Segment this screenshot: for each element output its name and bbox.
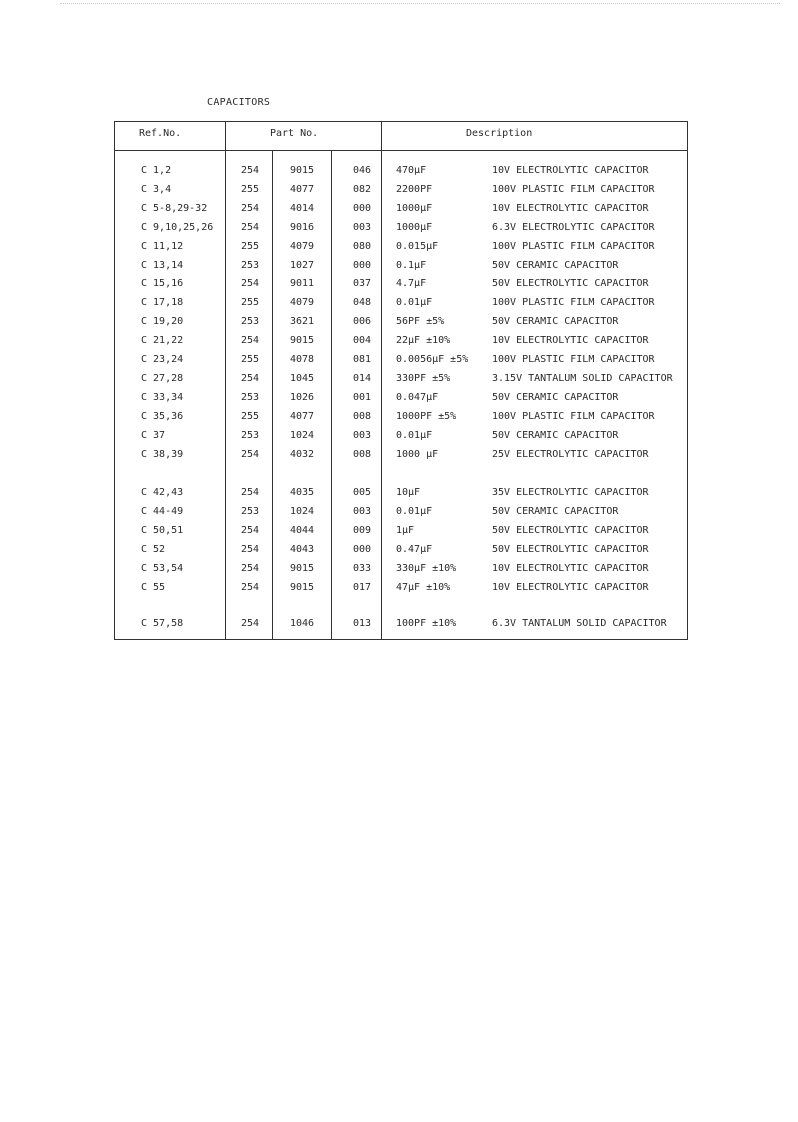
part-prefix-cell: 253 bbox=[241, 316, 260, 328]
part-prefix-cell: 255 bbox=[241, 354, 260, 365]
ref-cell: C 44-49 bbox=[141, 505, 184, 517]
ref-cell: C 33,34 bbox=[141, 391, 184, 403]
value-cell: 330PF ±5% bbox=[396, 372, 451, 384]
part-prefix-cell: 253 bbox=[241, 505, 260, 517]
table-row bbox=[0, 525, 798, 543]
part-number-cell: 4035 bbox=[290, 487, 315, 498]
value-cell: 1000µF bbox=[396, 221, 433, 233]
header-part-no: Part No. bbox=[270, 128, 319, 139]
part-number-cell: 4077 bbox=[290, 183, 315, 195]
part-suffix-cell: 033 bbox=[353, 562, 372, 574]
description-cell: 10V ELECTROLYTIC CAPACITOR bbox=[492, 202, 649, 214]
description-cell: 10V ELECTROLYTIC CAPACITOR bbox=[492, 581, 649, 593]
part-suffix-cell: 037 bbox=[353, 278, 372, 290]
description-cell: 25V ELECTROLYTIC CAPACITOR bbox=[492, 448, 649, 460]
part-number-cell: 9011 bbox=[290, 278, 315, 290]
value-cell: 1000µF bbox=[396, 202, 433, 214]
ref-cell: C 23,24 bbox=[141, 354, 184, 365]
ref-cell: C 5-8,29-32 bbox=[141, 202, 208, 214]
table-row bbox=[0, 582, 798, 600]
part-suffix-cell: 013 bbox=[353, 618, 372, 629]
part-prefix-cell: 253 bbox=[241, 429, 260, 441]
description-cell: 100V PLASTIC FILM CAPACITOR bbox=[492, 183, 655, 195]
value-cell: 4.7µF bbox=[396, 278, 427, 290]
value-cell: 1000 µF bbox=[396, 448, 439, 460]
description-cell: 6.3V TANTALUM SOLID CAPACITOR bbox=[492, 618, 667, 629]
description-cell: 10V ELECTROLYTIC CAPACITOR bbox=[492, 165, 649, 176]
part-number-cell: 9016 bbox=[290, 221, 315, 233]
part-prefix-cell: 254 bbox=[241, 581, 260, 593]
description-cell: 50V CERAMIC CAPACITOR bbox=[492, 259, 619, 271]
part-suffix-cell: 000 bbox=[353, 259, 372, 271]
part-suffix-cell: 080 bbox=[353, 240, 372, 252]
value-cell: 470µF bbox=[396, 165, 427, 176]
table-row bbox=[0, 487, 798, 505]
value-cell: 0.01µF bbox=[396, 429, 433, 441]
part-suffix-cell: 017 bbox=[353, 581, 372, 593]
table-row bbox=[0, 449, 798, 467]
part-suffix-cell: 081 bbox=[353, 354, 372, 365]
description-cell: 3.15V TANTALUM SOLID CAPACITOR bbox=[492, 372, 673, 384]
part-prefix-cell: 255 bbox=[241, 240, 260, 252]
ref-cell: C 9,10,25,26 bbox=[141, 221, 214, 233]
ref-cell: C 11,12 bbox=[141, 240, 184, 252]
table-row bbox=[0, 278, 798, 296]
description-cell: 100V PLASTIC FILM CAPACITOR bbox=[492, 297, 655, 309]
ref-cell: C 37 bbox=[141, 429, 166, 441]
ref-cell: C 3,4 bbox=[141, 183, 172, 195]
part-number-cell: 3621 bbox=[290, 316, 315, 328]
part-suffix-cell: 003 bbox=[353, 505, 372, 517]
part-number-cell: 1024 bbox=[290, 429, 315, 441]
description-cell: 50V ELECTROLYTIC CAPACITOR bbox=[492, 524, 649, 536]
description-cell: 50V CERAMIC CAPACITOR bbox=[492, 505, 619, 517]
part-prefix-cell: 255 bbox=[241, 410, 260, 422]
header-rule bbox=[114, 150, 688, 151]
description-cell: 50V CERAMIC CAPACITOR bbox=[492, 429, 619, 441]
value-cell: 56PF ±5% bbox=[396, 316, 445, 328]
value-cell: 47µF ±10% bbox=[396, 581, 451, 593]
part-prefix-cell: 254 bbox=[241, 165, 260, 176]
description-cell: 50V ELECTROLYTIC CAPACITOR bbox=[492, 278, 649, 290]
header-ref-no: Ref.No. bbox=[139, 128, 182, 139]
ref-cell: C 15,16 bbox=[141, 278, 184, 290]
part-number-cell: 4032 bbox=[290, 448, 315, 460]
table-row bbox=[0, 316, 798, 334]
description-cell: 35V ELECTROLYTIC CAPACITOR bbox=[492, 487, 649, 498]
part-prefix-cell: 254 bbox=[241, 335, 260, 347]
part-suffix-cell: 003 bbox=[353, 221, 372, 233]
part-prefix-cell: 254 bbox=[241, 487, 260, 498]
part-suffix-cell: 014 bbox=[353, 372, 372, 384]
description-cell: 100V PLASTIC FILM CAPACITOR bbox=[492, 410, 655, 422]
part-prefix-cell: 254 bbox=[241, 524, 260, 536]
table-row bbox=[0, 411, 798, 429]
part-number-cell: 1046 bbox=[290, 618, 315, 629]
part-prefix-cell: 254 bbox=[241, 618, 260, 629]
section-title: CAPACITORS bbox=[207, 97, 271, 108]
value-cell: 0.047µF bbox=[396, 391, 439, 403]
table-row bbox=[0, 544, 798, 562]
part-prefix-cell: 254 bbox=[241, 202, 260, 214]
part-suffix-cell: 048 bbox=[353, 297, 372, 309]
table-row bbox=[0, 392, 798, 410]
part-prefix-cell: 254 bbox=[241, 221, 260, 233]
value-cell: 22µF ±10% bbox=[396, 335, 451, 347]
part-suffix-cell: 000 bbox=[353, 202, 372, 214]
part-prefix-cell: 254 bbox=[241, 372, 260, 384]
table-row bbox=[0, 430, 798, 448]
part-number-cell: 4014 bbox=[290, 202, 315, 214]
table-row bbox=[0, 563, 798, 581]
description-cell: 6.3V ELECTROLYTIC CAPACITOR bbox=[492, 221, 655, 233]
part-number-cell: 4077 bbox=[290, 410, 315, 422]
part-number-cell: 1027 bbox=[290, 259, 315, 271]
value-cell: 0.1µF bbox=[396, 259, 427, 271]
part-prefix-cell: 254 bbox=[241, 543, 260, 555]
value-cell: 2200PF bbox=[396, 183, 433, 195]
value-cell: 1µF bbox=[396, 524, 415, 536]
value-cell: 0.0056µF ±5% bbox=[396, 354, 469, 365]
value-cell: 0.01µF bbox=[396, 297, 433, 309]
part-suffix-cell: 009 bbox=[353, 524, 372, 536]
part-number-cell: 9015 bbox=[290, 165, 315, 176]
table-row bbox=[0, 241, 798, 259]
value-cell: 100PF ±10% bbox=[396, 618, 457, 629]
part-suffix-cell: 005 bbox=[353, 487, 372, 498]
part-suffix-cell: 008 bbox=[353, 448, 372, 460]
ref-cell: C 55 bbox=[141, 581, 166, 593]
table-row bbox=[0, 260, 798, 278]
description-cell: 10V ELECTROLYTIC CAPACITOR bbox=[492, 335, 649, 347]
description-cell: 50V CERAMIC CAPACITOR bbox=[492, 391, 619, 403]
part-suffix-cell: 082 bbox=[353, 183, 372, 195]
table-row bbox=[0, 203, 798, 221]
table-row bbox=[0, 222, 798, 240]
description-cell: 10V ELECTROLYTIC CAPACITOR bbox=[492, 562, 649, 574]
description-cell: 100V PLASTIC FILM CAPACITOR bbox=[492, 240, 655, 252]
part-number-cell: 4079 bbox=[290, 240, 315, 252]
part-number-cell: 4043 bbox=[290, 543, 315, 555]
part-prefix-cell: 253 bbox=[241, 391, 260, 403]
part-suffix-cell: 046 bbox=[353, 165, 372, 176]
ref-cell: C 27,28 bbox=[141, 372, 184, 384]
table-row bbox=[0, 297, 798, 315]
part-suffix-cell: 004 bbox=[353, 335, 372, 347]
table-row bbox=[0, 184, 798, 202]
part-prefix-cell: 254 bbox=[241, 278, 260, 290]
header-description: Description bbox=[466, 128, 533, 139]
ref-cell: C 50,51 bbox=[141, 524, 184, 536]
part-number-cell: 4044 bbox=[290, 524, 315, 536]
ref-cell: C 19,20 bbox=[141, 316, 184, 328]
description-cell: 50V ELECTROLYTIC CAPACITOR bbox=[492, 543, 649, 555]
table-row bbox=[0, 354, 798, 372]
part-number-cell: 1024 bbox=[290, 505, 315, 517]
part-prefix-cell: 254 bbox=[241, 448, 260, 460]
part-prefix-cell: 254 bbox=[241, 562, 260, 574]
description-cell: 50V CERAMIC CAPACITOR bbox=[492, 316, 619, 328]
part-number-cell: 4079 bbox=[290, 297, 315, 309]
top-rule bbox=[60, 3, 780, 4]
part-number-cell: 9015 bbox=[290, 562, 315, 574]
ref-cell: C 35,36 bbox=[141, 410, 184, 422]
value-cell: 10µF bbox=[396, 487, 421, 498]
part-suffix-cell: 006 bbox=[353, 316, 372, 328]
ref-cell: C 13,14 bbox=[141, 259, 184, 271]
table-row bbox=[0, 618, 798, 636]
part-suffix-cell: 008 bbox=[353, 410, 372, 422]
ref-cell: C 21,22 bbox=[141, 335, 184, 347]
part-number-cell: 9015 bbox=[290, 581, 315, 593]
ref-cell: C 42,43 bbox=[141, 487, 184, 498]
part-prefix-cell: 255 bbox=[241, 297, 260, 309]
table-row bbox=[0, 165, 798, 183]
value-cell: 0.015µF bbox=[396, 240, 439, 252]
ref-cell: C 38,39 bbox=[141, 448, 184, 460]
description-cell: 100V PLASTIC FILM CAPACITOR bbox=[492, 354, 655, 365]
value-cell: 0.01µF bbox=[396, 505, 433, 517]
part-number-cell: 1045 bbox=[290, 372, 315, 384]
part-suffix-cell: 003 bbox=[353, 429, 372, 441]
ref-cell: C 1,2 bbox=[141, 165, 172, 176]
part-prefix-cell: 253 bbox=[241, 259, 260, 271]
table-row bbox=[0, 335, 798, 353]
value-cell: 0.47µF bbox=[396, 543, 433, 555]
part-number-cell: 4078 bbox=[290, 354, 315, 365]
part-number-cell: 1026 bbox=[290, 391, 315, 403]
ref-cell: C 57,58 bbox=[141, 618, 184, 629]
ref-cell: C 53,54 bbox=[141, 562, 184, 574]
part-number-cell: 9015 bbox=[290, 335, 315, 347]
part-suffix-cell: 001 bbox=[353, 391, 372, 403]
table-row bbox=[0, 373, 798, 391]
part-prefix-cell: 255 bbox=[241, 183, 260, 195]
part-suffix-cell: 000 bbox=[353, 543, 372, 555]
value-cell: 1000PF ±5% bbox=[396, 410, 457, 422]
ref-cell: C 52 bbox=[141, 543, 166, 555]
value-cell: 330µF ±10% bbox=[396, 562, 457, 574]
ref-cell: C 17,18 bbox=[141, 297, 184, 309]
table-row bbox=[0, 506, 798, 524]
